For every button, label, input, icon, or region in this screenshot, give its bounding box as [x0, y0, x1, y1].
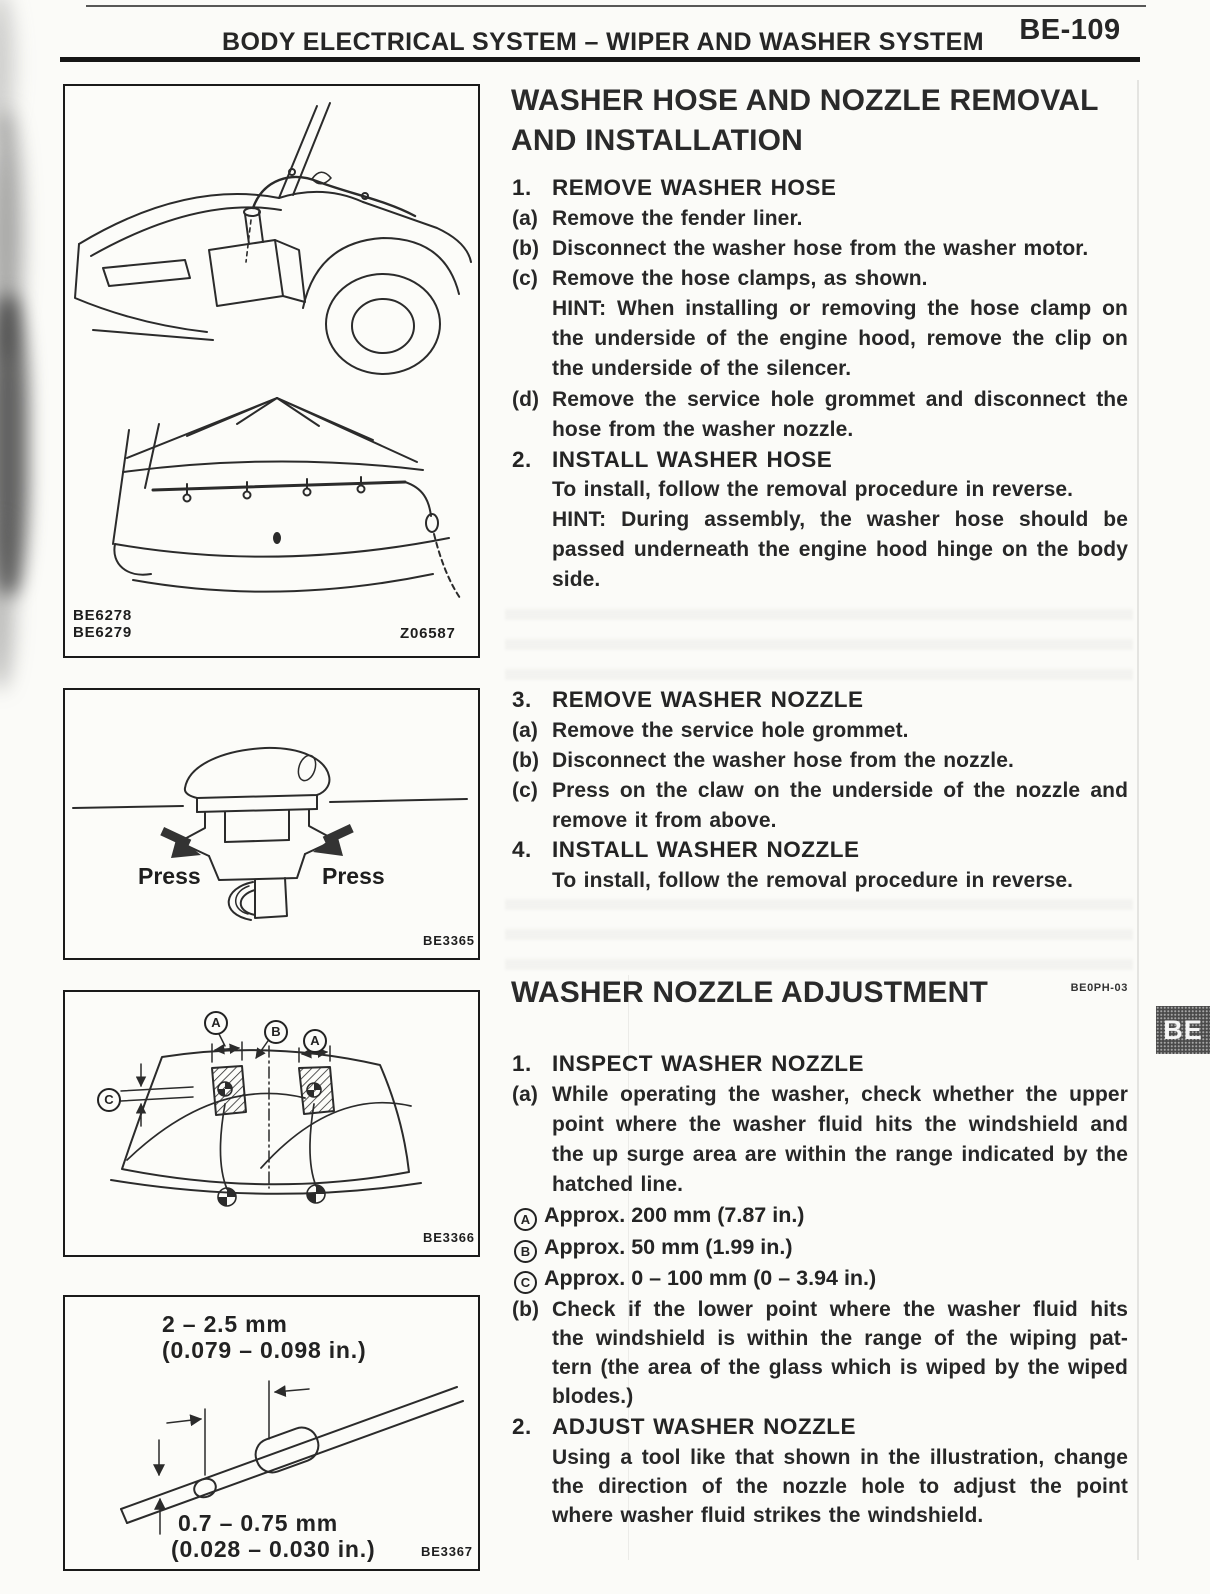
text: hatched line.: [552, 1173, 684, 1196]
text: Approx. 50 mm (1.99 in.): [544, 1235, 793, 1259]
figure-code: BE3366: [423, 1230, 475, 1245]
text: blodes.): [552, 1385, 634, 1408]
text: Press on the claw on the underside of the nozzle and: [552, 779, 1128, 802]
list-marker: (a): [512, 719, 538, 742]
list-item: [512, 1298, 1128, 1322]
figure-code: BE3365: [423, 933, 475, 948]
list-item: [512, 749, 1014, 773]
dimension-label-b: B: [264, 1020, 288, 1044]
text: INSTALL WASHER HOSE: [552, 447, 833, 472]
list-item: [512, 688, 864, 712]
bleedthrough-texture: [505, 595, 1133, 680]
list-marker: 3.: [512, 687, 532, 712]
list-marker: (a): [512, 1083, 538, 1106]
figure-code: BE6278: [73, 607, 133, 624]
circled-letter-c: C: [514, 1271, 537, 1294]
header-rule: [60, 57, 1140, 62]
list-item: [512, 538, 1128, 562]
list-marker: (c): [512, 779, 538, 802]
dimension-text: (0.028 – 0.030 in.): [171, 1536, 376, 1562]
bleedthrough-texture: [505, 898, 1133, 970]
text: REMOVE WASHER NOZZLE: [552, 687, 864, 712]
dimension-label-c: C: [97, 1088, 121, 1112]
car-hood-hose-illustration: [65, 86, 474, 652]
measurement-line-a: [514, 1203, 804, 1231]
dimension-label-a: A: [303, 1029, 327, 1053]
list-item: [512, 1385, 633, 1409]
press-label-right: Press: [322, 863, 385, 889]
list-marker: 1.: [512, 1051, 532, 1076]
text: passed underneath the engine hood hinge on the body: [552, 538, 1128, 561]
text: Remove the service hole grommet.: [552, 719, 909, 742]
list-item: [512, 357, 851, 381]
list-item: [512, 1415, 856, 1439]
list-item: [512, 448, 832, 472]
text: remove it from above.: [552, 809, 777, 832]
circled-letter-b: B: [514, 1240, 537, 1263]
text: Remove the service hole grommet and disconnect the: [552, 388, 1128, 411]
text: INSPECT WASHER NOZZLE: [552, 1051, 865, 1076]
text: While operating the washer, check whether the upper: [552, 1083, 1128, 1106]
list-item: [512, 1143, 1128, 1167]
list-item: [512, 1173, 683, 1197]
dimension-text: 0.7 – 0.75 mm: [178, 1510, 339, 1536]
section-heading: AND INSTALLATION: [511, 124, 804, 157]
list-marker: (b): [512, 749, 540, 772]
list-item: [512, 176, 836, 200]
dimension-label-a: A: [204, 1011, 228, 1035]
binding-shadow: [0, 295, 28, 595]
text: Disconnect the washer hose from the nozzle.: [552, 749, 1014, 772]
figure-code: Z06587: [400, 625, 456, 642]
figure-code: BE3367: [421, 1544, 473, 1559]
text: To install, follow the removal procedure in reverse.: [552, 869, 1074, 892]
text: Disconnect the washer hose from the washer motor.: [552, 237, 1089, 260]
text: INSTALL WASHER NOZZLE: [552, 837, 860, 862]
list-marker: (c): [512, 267, 538, 290]
text: Remove the hose clamps, as shown.: [552, 267, 928, 290]
text: Check if the lower point where the washer fluid hits: [552, 1298, 1128, 1321]
list-item: [512, 809, 777, 833]
section-thumb-tab: [1156, 1006, 1210, 1054]
list-marker: (d): [512, 388, 540, 411]
list-item: [512, 327, 1128, 351]
list-marker: 4.: [512, 837, 532, 862]
list-item: [512, 267, 928, 291]
text: ADJUST WASHER NOZZLE: [552, 1414, 857, 1439]
text: Approx. 0 – 100 mm (0 – 3.94 in.): [544, 1266, 877, 1290]
page-edge-line: [86, 5, 1146, 7]
text: the underside of the silencer.: [552, 357, 852, 380]
text: the underside of the engine hood, remove the clip on: [552, 327, 1128, 350]
list-marker: (b): [512, 1298, 540, 1321]
binding-shadow: [0, 520, 14, 690]
text: Using a tool like that shown in the illustration, change: [552, 1446, 1128, 1469]
text: the up surge area are within the range indicated by the: [552, 1143, 1128, 1166]
dimension-text: 2 – 2.5 mm: [162, 1311, 288, 1337]
section-heading: WASHER NOZZLE ADJUSTMENT: [511, 976, 989, 1009]
figure-adjusting-tool: [63, 1295, 480, 1571]
figure-washer-hose-routing: [63, 84, 480, 658]
text: hose from the washer nozzle.: [552, 418, 854, 441]
text: where washer fluid strikes the windshield.: [552, 1504, 984, 1527]
list-item: [512, 1052, 864, 1076]
measurement-line-b: [514, 1235, 793, 1263]
list-item: [512, 1083, 1128, 1107]
text: the direction of the nozzle hole to adjust the point: [552, 1475, 1128, 1498]
text: REMOVE WASHER HOSE: [552, 175, 837, 200]
section-code: BE0PH-03: [1070, 982, 1128, 994]
list-item: [512, 388, 1128, 412]
text: HINT: During assembly, the washer hose should be: [552, 508, 1128, 531]
bleedthrough-line: [1137, 80, 1139, 1560]
list-item: [512, 1504, 983, 1528]
binding-shadow: [0, 0, 14, 140]
thumb-tab-label: BE: [1163, 1014, 1203, 1045]
text: Approx. 200 mm (7.87 in.): [544, 1203, 805, 1227]
circled-letter-a: A: [514, 1208, 537, 1231]
list-item: [512, 508, 1128, 532]
list-item: [512, 1356, 1128, 1380]
text: Remove the fender liner.: [552, 207, 803, 230]
page-number: BE-109: [1019, 14, 1121, 46]
press-label-left: Press: [138, 863, 201, 889]
text: tern (the area of the glass which is wiped by the wiped: [552, 1356, 1128, 1379]
figure-spray-pattern: [63, 990, 480, 1257]
list-marker: 2.: [512, 447, 532, 472]
binding-shadow: [0, 110, 22, 360]
list-item: [512, 719, 909, 743]
list-item: [512, 207, 803, 231]
list-item: [512, 478, 1073, 502]
list-item: [512, 297, 1128, 321]
figure-code: BE6279: [73, 624, 133, 641]
section-heading: WASHER HOSE AND NOZZLE REMOVAL: [511, 84, 1099, 117]
list-item: [512, 237, 1088, 261]
text: point where the washer fluid hits the windshield and: [552, 1113, 1128, 1136]
list-item: [512, 838, 859, 862]
figure-nozzle-removal: [63, 688, 480, 960]
page-title: BODY ELECTRICAL SYSTEM – WIPER AND WASHER SYSTEM: [222, 28, 984, 56]
list-item: [512, 418, 853, 442]
list-marker: 1.: [512, 175, 532, 200]
list-item: [512, 1113, 1128, 1137]
list-item: [512, 779, 1128, 803]
list-marker: 2.: [512, 1414, 532, 1439]
measurement-line-c: [514, 1266, 876, 1294]
list-item: [512, 1327, 1128, 1351]
list-marker: (a): [512, 207, 538, 230]
list-item: [512, 869, 1073, 893]
text: To install, follow the removal procedure in reverse.: [552, 478, 1074, 501]
list-item: [512, 1446, 1128, 1470]
text: side.: [552, 568, 601, 591]
list-item: [512, 568, 600, 592]
dimension-text: (0.079 – 0.098 in.): [162, 1337, 367, 1363]
list-marker: (b): [512, 237, 540, 260]
list-item: [512, 1475, 1128, 1499]
text: HINT: When installing or removing the hose clamp on: [552, 297, 1128, 320]
text: the windshield is within the range of the wiping pat-: [552, 1327, 1128, 1350]
washer-nozzle-cross-section: [65, 690, 474, 954]
